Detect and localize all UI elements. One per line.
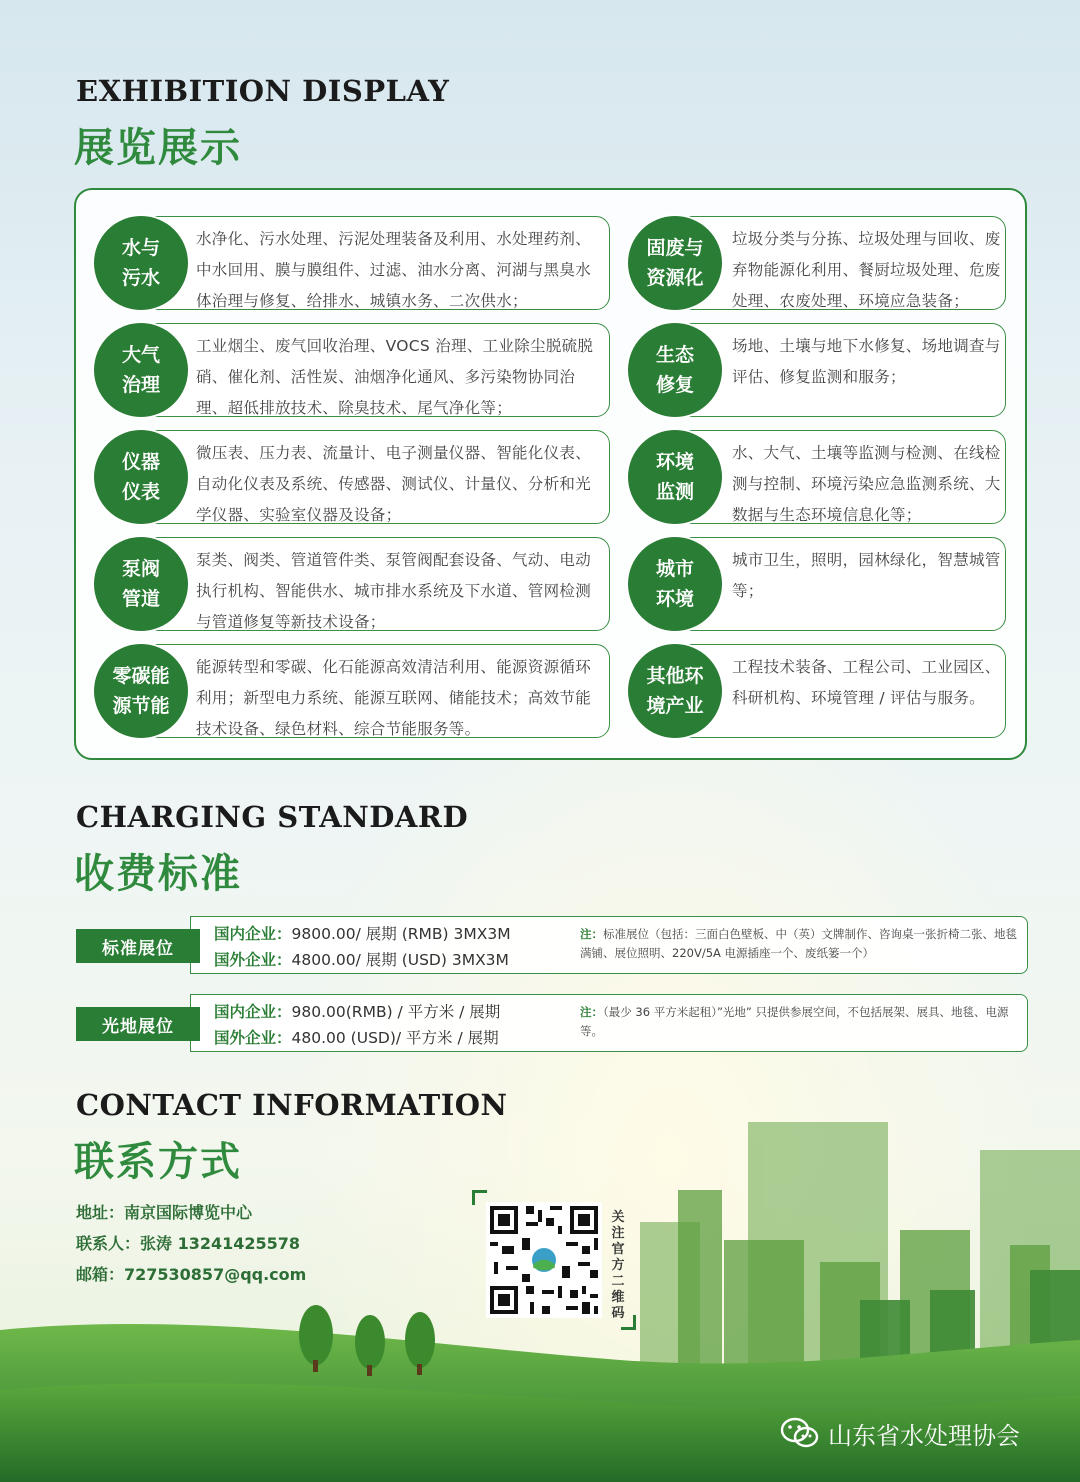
footer-brand-label: 山东省水处理协会 xyxy=(828,1421,1020,1450)
category-badge: 大气 治理 xyxy=(94,323,188,417)
charging-title-en: CHARGING STANDARD xyxy=(76,800,469,834)
category-desc: 水、大气、土壤等监测与检测、在线检测与控制、环境污染应急监测系统、大数据与生态环境信息化等； xyxy=(732,444,1001,524)
qr-code-block xyxy=(472,1190,636,1330)
category-badge: 固废与 资源化 xyxy=(628,216,722,310)
fee-note: 注：（最少 36 平方米起租）”光地” 只提供参展空间，不包括展架、展具、地毯、电源等。 xyxy=(580,1005,1009,1038)
category-desc: 城市卫生，照明，园林绿化，智慧城管等； xyxy=(732,551,1001,600)
contact-title-en: CONTACT INFORMATION xyxy=(76,1088,508,1122)
fee-foreign: 国外企业：480.00 (USD)/ 平方米 / 展期 xyxy=(214,1029,499,1047)
category-monitoring xyxy=(628,430,1006,526)
category-instruments xyxy=(94,430,610,526)
category-badge: 生态 修复 xyxy=(628,323,722,417)
category-other xyxy=(628,644,1006,740)
fee-foreign: 国外企业：4800.00/ 展期 (USD) 3MX3M xyxy=(214,951,509,969)
fee-domestic: 国内企业：980.00(RMB) / 平方米 / 展期 xyxy=(214,1003,501,1021)
category-water xyxy=(94,216,610,312)
fee-note: 注：标准展位（包括：三面白色壁板、中（英）文牌制作、咨询桌一张折椅二张、地毯满铺、展位照明、220V/5A 电源插座一个、废纸篓一个） xyxy=(580,927,1017,960)
category-desc: 场地、土壤与地下水修复、场地调查与评估、修复监测和服务； xyxy=(732,337,1001,386)
footer-brand[interactable] xyxy=(780,1415,1020,1451)
category-badge: 其他环 境产业 xyxy=(628,644,722,738)
category-badge: 环境 监测 xyxy=(628,430,722,524)
charging-title-cn: 收费标准 xyxy=(74,851,242,897)
category-air xyxy=(94,323,610,419)
contact-person: 联系人：张涛 13241425578 xyxy=(76,1234,301,1253)
category-desc: 微压表、压力表、流量计、电子测量仪器、智能化仪表、自动化仪表及系统、传感器、测试仪、计量仪、分析和光学仪器、实验室仪器及设备； xyxy=(196,444,592,524)
category-badge: 泵阀 管道 xyxy=(94,537,188,631)
fee-domestic: 国内企业：9800.00/ 展期 (RMB) 3MX3M xyxy=(214,925,511,943)
contact-email: 邮箱：727530857@qq.com xyxy=(76,1265,307,1284)
category-badge: 水与 污水 xyxy=(94,216,188,310)
category-desc: 工业烟尘、废气回收治理、VOCS 治理、工业除尘脱硫脱硝、催化剂、活性炭、油烟净化通风、多污染物协同治理、超低排放技术、除臭技术、尾气净化等； xyxy=(196,337,594,417)
category-solid-waste xyxy=(628,216,1006,312)
qr-code-icon[interactable] xyxy=(486,1202,602,1318)
category-energy xyxy=(94,644,610,740)
category-urban xyxy=(628,537,1006,633)
exhibition-title-en: EXHIBITION DISPLAY xyxy=(76,74,450,108)
fee-label: 标准展位 xyxy=(76,929,200,963)
fee-row-standard xyxy=(76,916,1028,974)
wechat-icon xyxy=(780,1417,820,1449)
category-badge: 城市 环境 xyxy=(628,537,722,631)
fee-row-raw-space xyxy=(76,994,1028,1052)
category-ecology xyxy=(628,323,1006,419)
category-badge: 零碳能 源节能 xyxy=(94,644,188,738)
category-badge: 仪器 仪表 xyxy=(94,430,188,524)
exhibition-panel xyxy=(74,188,1027,760)
qr-caption: 关注官方二维码 xyxy=(611,1210,625,1321)
category-desc: 工程技术装备、工程公司、工业园区、科研机构、环境管理 / 评估与服务。 xyxy=(732,658,1001,707)
exhibition-title-cn: 展览展示 xyxy=(74,125,242,171)
category-desc: 能源转型和零碳、化石能源高效清洁利用、能源资源循环利用；新型电力系统、能源互联网、储能技术；高效节能技术设备、绿色材料、综合节能服务等。 xyxy=(196,658,592,738)
contact-address: 地址：南京国际博览中心 xyxy=(76,1203,253,1222)
category-pumps xyxy=(94,537,610,633)
category-desc: 垃圾分类与分拣、垃圾处理与回收、废弃物能源化利用、餐厨垃圾处理、危废处理、农废处理、环境应急装备； xyxy=(732,230,1001,310)
contact-title-cn: 联系方式 xyxy=(74,1139,242,1185)
category-desc: 水净化、污水处理、污泥处理装备及利用、水处理药剂、中水回用、膜与膜组件、过滤、油水分离、河湖与黑臭水体治理与修复、给排水、城镇水务、二次供水； xyxy=(196,230,592,310)
fee-label: 光地展位 xyxy=(76,1007,200,1041)
category-desc: 泵类、阀类、管道管件类、泵管阀配套设备、气动、电动执行机构、智能供水、城市排水系统及下水道、管网检测与管道修复等新技术设备； xyxy=(196,551,592,631)
